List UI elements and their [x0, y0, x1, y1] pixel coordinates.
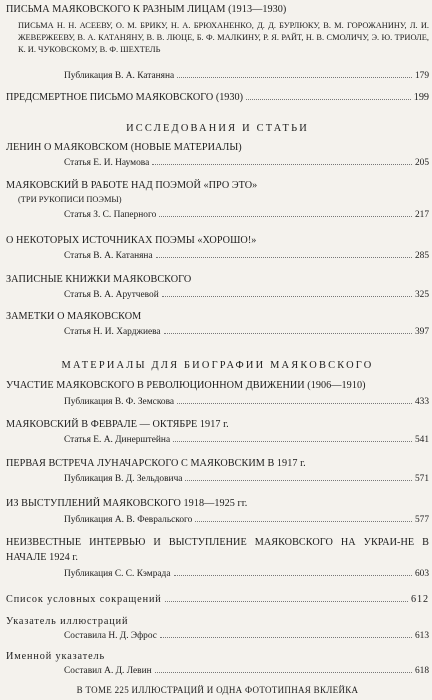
pro-eto-subtitle	[6, 194, 429, 206]
ukraine-credit-row	[6, 567, 429, 581]
dedication-text: ПИСЬМА Н. Н. АСЕЕВУ, О. М. БРИКУ, Н. А. БРЮХАНЕНКО, Д. Д. БУРЛЮКУ, В. М. ГОРОЖАНИНУ, Л. И. ЖЕВЕРЖЕЕВУ, В. А. КАТАНЯНУ, В. В. ЛЮЦЕ, Б. Ф. МАЛКИНУ, Р. Я. РАЙТ, Н. В. СМОЛИЧУ, Э. Ю. ТРИОЛЕ, К. И. ЧУКОВСКОМУ, В. Ф. ШЕХТЕЛЬ	[18, 21, 429, 54]
entry-credit: Публикация С. С. Кэмрада	[64, 569, 171, 579]
pro-eto-credit-row	[6, 208, 429, 222]
leader-dots	[165, 601, 408, 602]
entry-title: ИЗ ВЫСТУПЛЕНИЙ МАЯКОВСКОГО 1918—1925 гг.	[6, 498, 248, 509]
page-number: 325	[414, 290, 429, 300]
entry-credit: Публикация В. Ф. Земскова	[64, 397, 175, 407]
page-number: 179	[414, 71, 429, 81]
entry-title: ЗАМЕТКИ О МАЯКОВСКОМ	[6, 311, 142, 322]
entry-credit: Статья Н. И. Харджиева	[64, 327, 161, 337]
page-number: 433	[414, 397, 429, 407]
entry-title: ЗАПИСНЫЕ КНИЖКИ МАЯКОВСКОГО	[6, 274, 192, 285]
leader-dots	[246, 99, 411, 100]
letters-credit-row	[6, 69, 429, 83]
toc-entry-lenin	[6, 140, 429, 155]
entry-credit: Публикация В. А. Катаняна	[64, 71, 175, 81]
page-number: 397	[414, 327, 429, 337]
lunacharsky-credit-row	[6, 472, 429, 486]
entry-title: НЕИЗВЕСТНЫЕ ИНТЕРВЬЮ И ВЫСТУПЛЕНИЕ МАЯКОВСКОГО НА УКРАИ-НЕ В НАЧАЛЕ 1924 г.	[6, 537, 429, 563]
toc-entry-letters	[6, 2, 429, 17]
entry-title: Указатель иллюстраций	[6, 616, 129, 627]
page-number: 199	[413, 92, 429, 103]
leader-dots	[173, 441, 412, 442]
footer-note	[6, 685, 429, 695]
page-number: 613	[414, 631, 429, 641]
page-number: 285	[414, 251, 429, 261]
entry-credit: Статья Е. И. Наумова	[64, 158, 150, 168]
page-number: 217	[414, 210, 429, 220]
page-number: 618	[414, 666, 429, 676]
leader-dots	[156, 257, 412, 258]
entry-credit: Публикация А. В. Февральского	[64, 515, 193, 525]
lenin-credit-row	[6, 156, 429, 170]
entry-title: Именной указатель	[6, 651, 106, 662]
footer-note-text: В ТОМЕ 225 ИЛЛЮСТРАЦИЙ И ОДНА ФОТОТИПНАЯ ВКЛЕЙКА	[76, 685, 359, 695]
entry-credit: Статья З. С. Паперного	[64, 210, 157, 220]
entry-title: ПРЕДСМЕРТНОЕ ПИСЬМО МАЯКОВСКОГО (1930)	[6, 92, 243, 103]
leader-dots	[177, 77, 412, 78]
section-heading: ИССЛЕДОВАНИЯ И СТАТЬИ	[126, 123, 309, 134]
speeches-credit-row	[6, 513, 429, 527]
toc-entry-names	[6, 649, 429, 664]
leader-dots	[177, 403, 412, 404]
letters-dedication	[6, 20, 429, 56]
toc-entry-lunacharsky	[6, 456, 429, 471]
toc-entry-revolution	[6, 378, 429, 393]
revolution-credit-row	[6, 395, 429, 409]
page-number: 603	[414, 569, 429, 579]
page-number: 612	[411, 594, 429, 605]
page-number: 541	[414, 435, 429, 445]
page-number: 577	[414, 515, 429, 525]
page-number: 571	[414, 474, 429, 484]
entry-title: ЛЕНИН О МАЯКОВСКОМ (НОВЫЕ МАТЕРИАЛЫ)	[6, 142, 242, 153]
names-credit-row	[6, 664, 429, 678]
entry-title: УЧАСТИЕ МАЯКОВСКОГО В РЕВОЛЮЦИОННОМ ДВИЖЕНИИ (1906—1910)	[6, 380, 366, 391]
entry-subtitle: (ТРИ РУКОПИСИ ПОЭМЫ)	[18, 195, 122, 204]
toc-entry-deathbed	[6, 90, 429, 105]
entry-credit: Составила Н. Д. Эфрос	[64, 631, 157, 641]
entry-credit: Статья Е. А. Динерштейна	[64, 435, 171, 445]
toc-entry-notebooks	[6, 272, 429, 287]
entry-credit: Статья В. А. Арутчевой	[64, 290, 159, 300]
toc-entry-abbreviations	[6, 592, 429, 607]
notebooks-credit-row	[6, 288, 429, 302]
entry-title: Список условных сокращений	[6, 594, 162, 605]
toc-entry-khorosho	[6, 233, 429, 248]
entry-title: МАЯКОВСКИЙ В ФЕВРАЛЕ — ОКТЯБРЕ 1917 г.	[6, 419, 229, 430]
leader-dots	[155, 672, 412, 673]
entry-title: ПИСЬМА МАЯКОВСКОГО К РАЗНЫМ ЛИЦАМ (1913—1930)	[6, 4, 287, 15]
toc-entry-ukraine	[6, 535, 429, 565]
page-number: 205	[414, 158, 429, 168]
leader-dots	[162, 296, 412, 297]
toc-entry-zametki	[6, 309, 429, 324]
section-heading-biography	[6, 358, 429, 373]
february-credit-row	[6, 433, 429, 447]
entry-credit: Публикация В. Д. Зельдовича	[64, 474, 183, 484]
leader-dots	[152, 164, 412, 165]
zametki-credit-row	[6, 325, 429, 339]
toc-entry-pro-eto	[6, 178, 429, 193]
toc-entry-february	[6, 417, 429, 432]
entry-title: МАЯКОВСКИЙ В РАБОТЕ НАД ПОЭМОЙ «ПРО ЭТО»	[6, 180, 258, 191]
entry-title: ПЕРВАЯ ВСТРЕЧА ЛУНАЧАРСКОГО С МАЯКОВСКИМ В 1917 г.	[6, 458, 306, 469]
entry-credit: Статья В. А. Катаняна	[64, 251, 153, 261]
khorosho-credit-row	[6, 249, 429, 263]
leader-dots	[185, 480, 411, 481]
leader-dots	[160, 637, 412, 638]
entry-credit: Составил А. Д. Левин	[64, 666, 152, 676]
entry-title: О НЕКОТОРЫХ ИСТОЧНИКАХ ПОЭМЫ «ХОРОШО!»	[6, 235, 257, 246]
leader-dots	[195, 521, 412, 522]
toc-entry-speeches	[6, 496, 429, 511]
toc-entry-illustrations	[6, 614, 429, 629]
section-heading-research	[6, 121, 429, 136]
leader-dots	[164, 333, 412, 334]
leader-dots	[174, 575, 412, 576]
section-heading: МАТЕРИАЛЫ ДЛЯ БИОГРАФИИ МАЯКОВСКОГО	[61, 360, 374, 371]
leader-dots	[159, 216, 412, 217]
illustrations-credit-row	[6, 629, 429, 643]
